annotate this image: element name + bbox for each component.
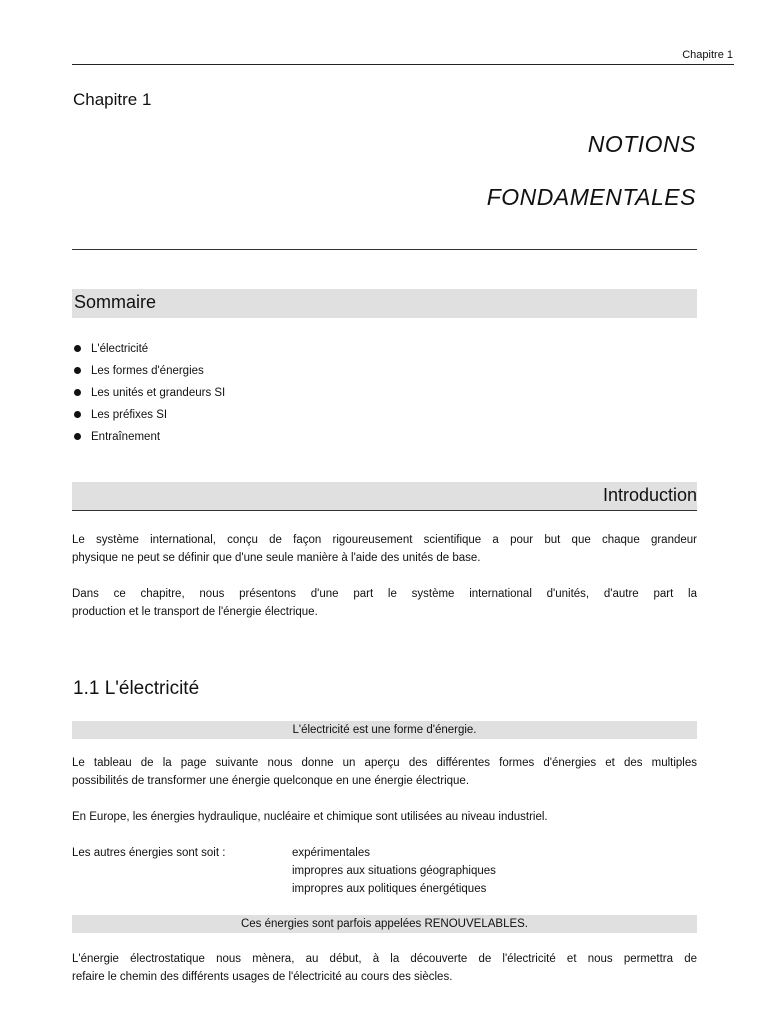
other-energies-label: Les autres énergies sont soit : bbox=[72, 847, 226, 859]
callout-renewable: Ces énergies sont parfois appelées RENOUVELABLES. bbox=[72, 915, 697, 933]
text-line: Le système international, conçu de façon rigoureusement scientifique a pour but que chaque grandeur bbox=[72, 534, 697, 546]
sommaire-item-label: L'électricité bbox=[91, 343, 149, 355]
sommaire-item bbox=[72, 385, 225, 407]
sommaire-item-label: Les unités et grandeurs SI bbox=[91, 387, 226, 399]
sommaire-item bbox=[72, 363, 225, 385]
list-item: impropres aux politiques énergétiques bbox=[292, 883, 487, 895]
introduction-paragraph-2 bbox=[72, 585, 697, 621]
sommaire-item-label: Les formes d'énergies bbox=[91, 365, 204, 377]
text-line: Le tableau de la page suivante nous donne un aperçu des différentes formes d'énergies et des multiples bbox=[72, 757, 697, 769]
introduction-title: Introduction bbox=[602, 485, 697, 505]
text-line: L'énergie électrostatique nous mènera, au début, à la découverte de l'électricité et nous permettra de bbox=[72, 953, 697, 965]
section-paragraph-1 bbox=[72, 754, 697, 790]
introduction-paragraph-1 bbox=[72, 531, 697, 567]
chapter-title-line-2: FONDAMENTALES bbox=[486, 184, 696, 210]
list-item: impropres aux situations géographiques bbox=[292, 865, 496, 877]
bullet-icon bbox=[74, 389, 81, 396]
section-title: 1.1 L'électricité bbox=[73, 678, 200, 699]
section-paragraph-2: En Europe, les énergies hydraulique, nucléaire et chimique sont utilisées au niveau industriel. bbox=[72, 811, 548, 823]
sommaire-item bbox=[72, 429, 225, 451]
title-rule bbox=[72, 249, 697, 250]
sommaire-item-label: Les préfixes SI bbox=[91, 409, 168, 421]
header-rule bbox=[72, 64, 734, 65]
text-line: production et le transport de l'énergie électrique. bbox=[72, 606, 318, 618]
chapter-label: Chapitre 1 bbox=[73, 90, 152, 109]
text-line: physique ne peut se définir que d'une seule manière à l'aide des unités de base. bbox=[72, 552, 481, 564]
bullet-icon bbox=[74, 411, 81, 418]
callout-definition: L'électricité est une forme d'énergie. bbox=[72, 721, 697, 739]
sommaire-item bbox=[72, 407, 225, 429]
sommaire-title: Sommaire bbox=[74, 292, 157, 312]
bullet-icon bbox=[74, 345, 81, 352]
introduction-band bbox=[72, 482, 697, 511]
sommaire-item-label: Entraînement bbox=[91, 431, 161, 443]
bullet-icon bbox=[74, 367, 81, 374]
text-line: possibilités de transformer une énergie quelconque en une énergie électrique. bbox=[72, 775, 470, 787]
chapter-title-line-1: NOTIONS bbox=[587, 131, 696, 157]
running-head: Chapitre 1 bbox=[682, 49, 733, 61]
text-line: Dans ce chapitre, nous présentons d'une part le système international d'unités, d'autre part la bbox=[72, 588, 697, 600]
sommaire-list bbox=[72, 341, 225, 451]
text-line: refaire le chemin des différents usages de l'électricité au cours des siècles. bbox=[72, 971, 453, 983]
section-paragraph-3 bbox=[72, 950, 697, 986]
sommaire-band bbox=[72, 289, 697, 318]
list-item: expérimentales bbox=[292, 847, 370, 859]
bullet-icon bbox=[74, 433, 81, 440]
sommaire-item bbox=[72, 341, 225, 363]
other-energies-list bbox=[292, 844, 496, 898]
